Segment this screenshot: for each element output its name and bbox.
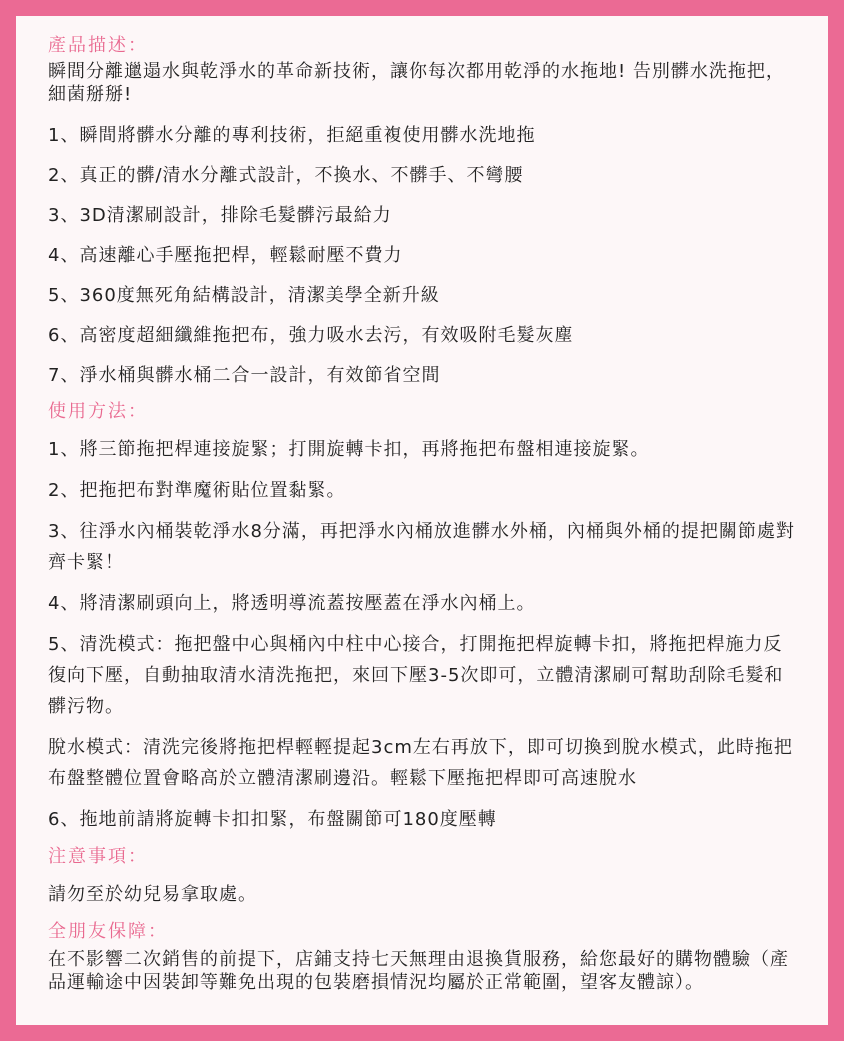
notes-text: 請勿至於幼兒易拿取處。	[48, 884, 257, 905]
description-item: 2、真正的髒/清水分離式設計，不換水、不髒手、不彎腰	[48, 165, 524, 186]
usage-item: 2、把拖把布對準魔術貼位置黏緊。	[48, 480, 346, 501]
description-title: 產品描述：	[48, 35, 148, 56]
info-card	[16, 16, 828, 1025]
description-item: 3、3D清潔刷設計，排除毛髮髒污最給力	[48, 205, 392, 226]
guarantee-text: 在不影響二次銷售的前提下，店鋪支持七天無理由退換貨服務，給您最好的購物體驗（產品運輸途中因裝卸等難免出現的包裝磨損情況均屬於正常範圍，望客友體諒）。	[48, 949, 789, 993]
usage-title: 使用方法：	[48, 401, 148, 422]
description-text: 瞬間分離邋遢水與乾淨水的革命新技術，讓你每次都用乾淨的水拖地! 告別髒水洗拖把，細菌掰掰!	[48, 61, 785, 105]
usage-item: 3、往淨水內桶裝乾淨水8分滿，再把淨水內桶放進髒水外桶，內桶與外桶的提把關節處對齊卡緊！	[48, 521, 795, 573]
description-item: 7、淨水桶與髒水桶二合一設計，有效節省空間	[48, 365, 441, 386]
notes-title: 注意事項：	[48, 846, 148, 867]
usage-item: 5、清洗模式：拖把盤中心與桶內中柱中心接合，打開拖把桿旋轉卡扣，將拖把桿施力反復向下壓，自動抽取清水清洗拖把，來回下壓3-5次即可，立體清潔刷可幫助刮除毛髮和髒污物。	[48, 634, 784, 717]
guarantee-title: 全朋友保障：	[48, 921, 168, 942]
usage-item: 1、將三節拖把桿連接旋緊；打開旋轉卡扣，再將拖把布盤相連接旋緊。	[48, 439, 650, 460]
description-list	[48, 120, 798, 391]
description-item: 5、360度無死角結構設計，清潔美學全新升級	[48, 285, 440, 306]
usage-list	[48, 434, 798, 835]
usage-item: 6、拖地前請將旋轉卡扣扣緊，布盤關節可180度壓轉	[48, 809, 497, 830]
description-item: 1、瞬間將髒水分離的專利技術，拒絕重複使用髒水洗地拖	[48, 125, 536, 146]
usage-item: 4、將清潔刷頭向上，將透明導流蓋按壓蓋在淨水內桶上。	[48, 593, 536, 614]
description-item: 4、高速離心手壓拖把桿，輕鬆耐壓不費力	[48, 245, 403, 266]
usage-item: 脫水模式：清洗完後將拖把桿輕輕提起3cm左右再放下，即可切換到脫水模式，此時拖把布盤整體位置會略高於立體清潔刷邊沿。輕鬆下壓拖把桿即可高速脫水	[48, 737, 793, 789]
description-item: 6、高密度超細纖維拖把布，強力吸水去污，有效吸附毛髮灰塵	[48, 325, 574, 346]
